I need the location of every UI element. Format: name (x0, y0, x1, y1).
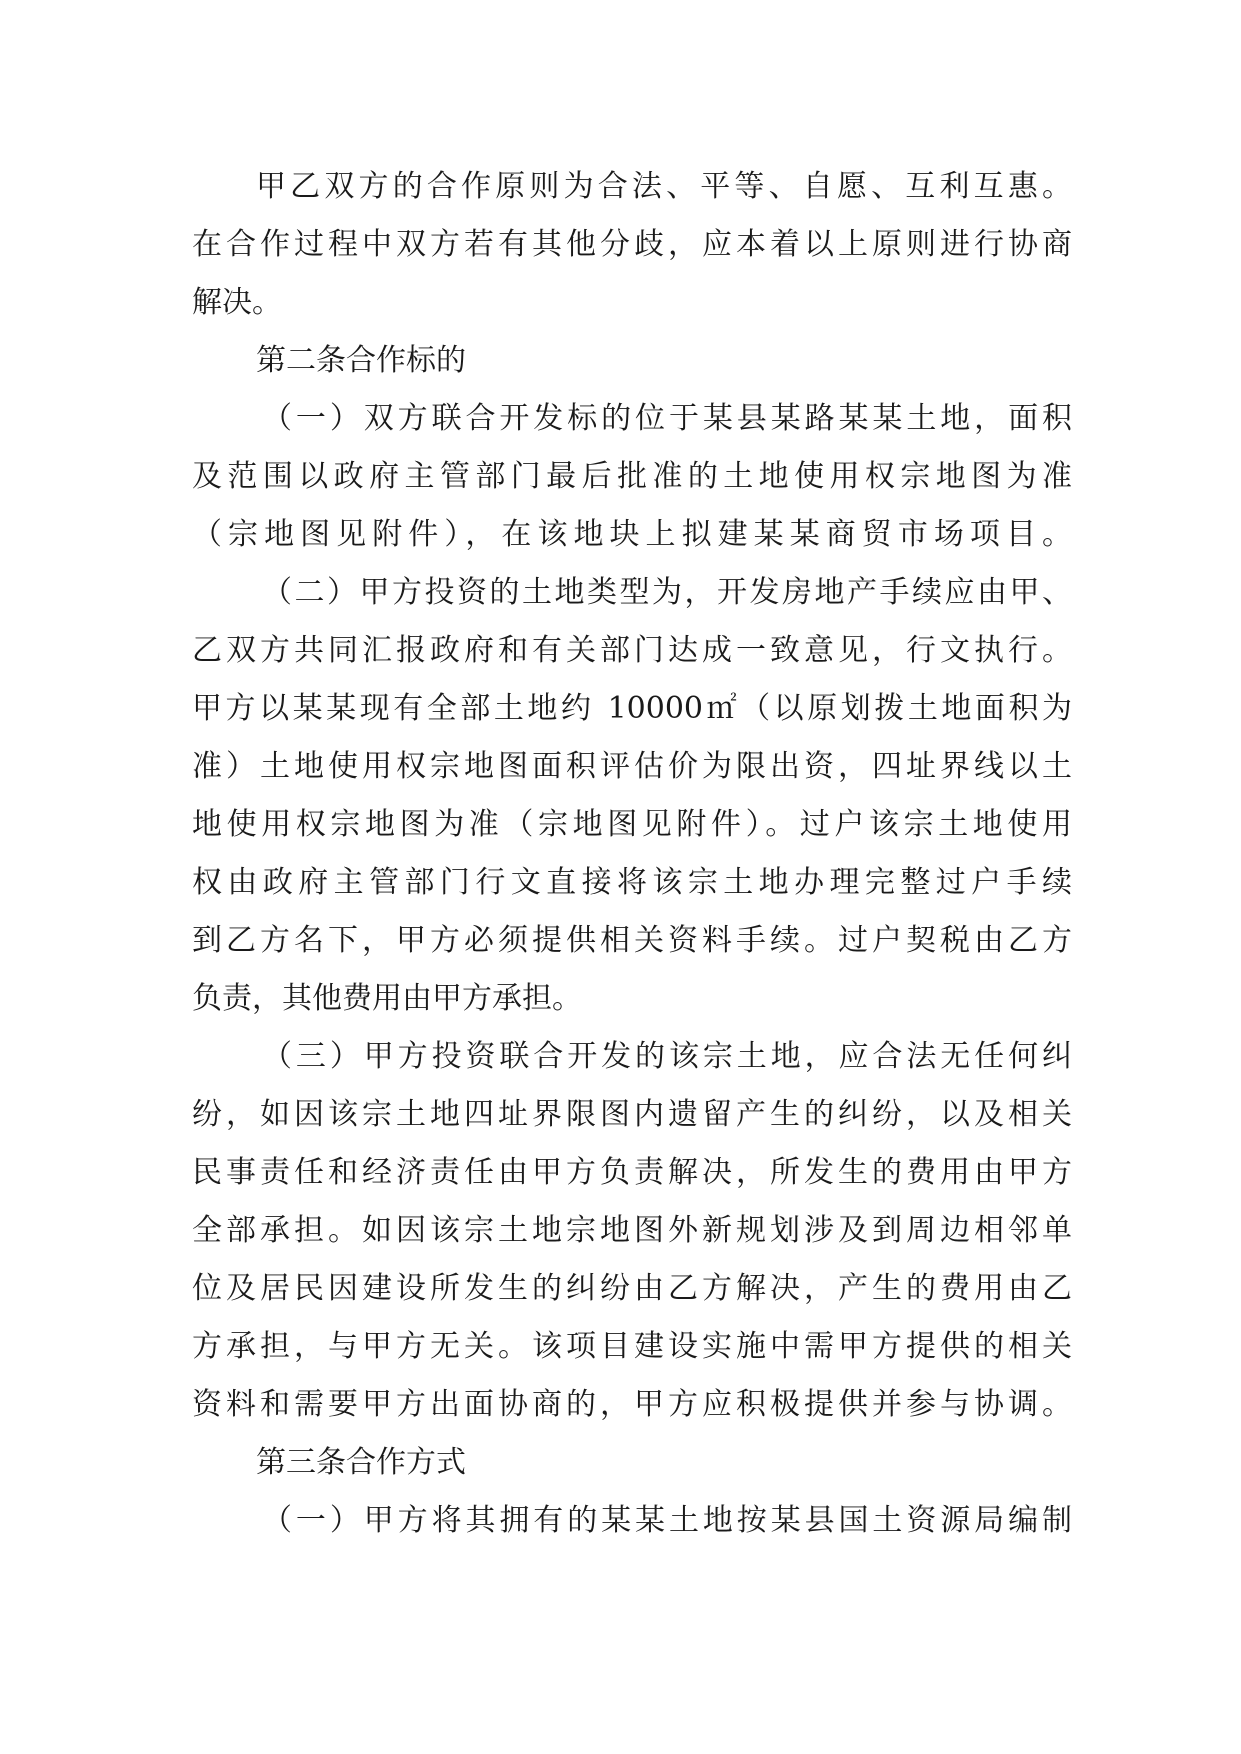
paragraph-line: （一）双方联合开发标的位于某县某路某某土地，面积 (262, 401, 1072, 436)
paragraph-line: 甲方以某某现有全部土地约 10000㎡（以原划拨土地面积为 (192, 691, 1072, 726)
paragraph-line: （一）甲方将其拥有的某某土地按某县国土资源局编制 (262, 1503, 1072, 1538)
paragraph-line: 准）土地使用权宗地图面积评估价为限出资，四址界线以土 (192, 749, 1072, 784)
paragraph-line: 纷，如因该宗土地四址界限图内遗留产生的纠纷，以及相关 (192, 1097, 1072, 1132)
paragraph-line: 解决。 (192, 285, 282, 320)
paragraph-line: 位及居民因建设所发生的纠纷由乙方解决，产生的费用由乙 (192, 1271, 1072, 1306)
paragraph-line: 及范围以政府主管部门最后批准的土地使用权宗地图为准 (192, 459, 1072, 494)
document-body (192, 158, 1072, 1550)
paragraph-line: 全部承担。如因该宗土地宗地图外新规划涉及到周边相邻单 (192, 1213, 1072, 1248)
paragraph-line: 到乙方名下，甲方必须提供相关资料手续。过户契税由乙方 (192, 923, 1072, 958)
section-heading: 第三条合作方式 (256, 1445, 466, 1480)
paragraph-line: 在合作过程中双方若有其他分歧，应本着以上原则进行协商 (192, 227, 1072, 262)
paragraph-line: 负责，其他费用由甲方承担。 (192, 981, 582, 1016)
section-heading: 第二条合作标的 (256, 343, 466, 378)
paragraph-line: 方承担，与甲方无关。该项目建设实施中需甲方提供的相关 (192, 1329, 1072, 1364)
paragraph-line: （二）甲方投资的土地类型为，开发房地产手续应由甲、 (262, 575, 1072, 610)
paragraph-line: 乙双方共同汇报政府和有关部门达成一致意见，行文执行。 (192, 633, 1072, 668)
paragraph-line: （宗地图见附件），在该地块上拟建某某商贸市场项目。 (192, 517, 1072, 552)
paragraph-line: 权由政府主管部门行文直接将该宗土地办理完整过户手续 (192, 865, 1072, 900)
paragraph-line: 甲乙双方的合作原则为合法、平等、自愿、互利互惠。 (256, 169, 1072, 204)
paragraph-line: （三）甲方投资联合开发的该宗土地，应合法无任何纠 (262, 1039, 1072, 1074)
paragraph-line: 地使用权宗地图为准（宗地图见附件）。过户该宗土地使用 (192, 807, 1072, 842)
paragraph-line: 民事责任和经济责任由甲方负责解决，所发生的费用由甲方 (192, 1155, 1072, 1190)
paragraph-line: 资料和需要甲方出面协商的，甲方应积极提供并参与协调。 (192, 1387, 1072, 1422)
